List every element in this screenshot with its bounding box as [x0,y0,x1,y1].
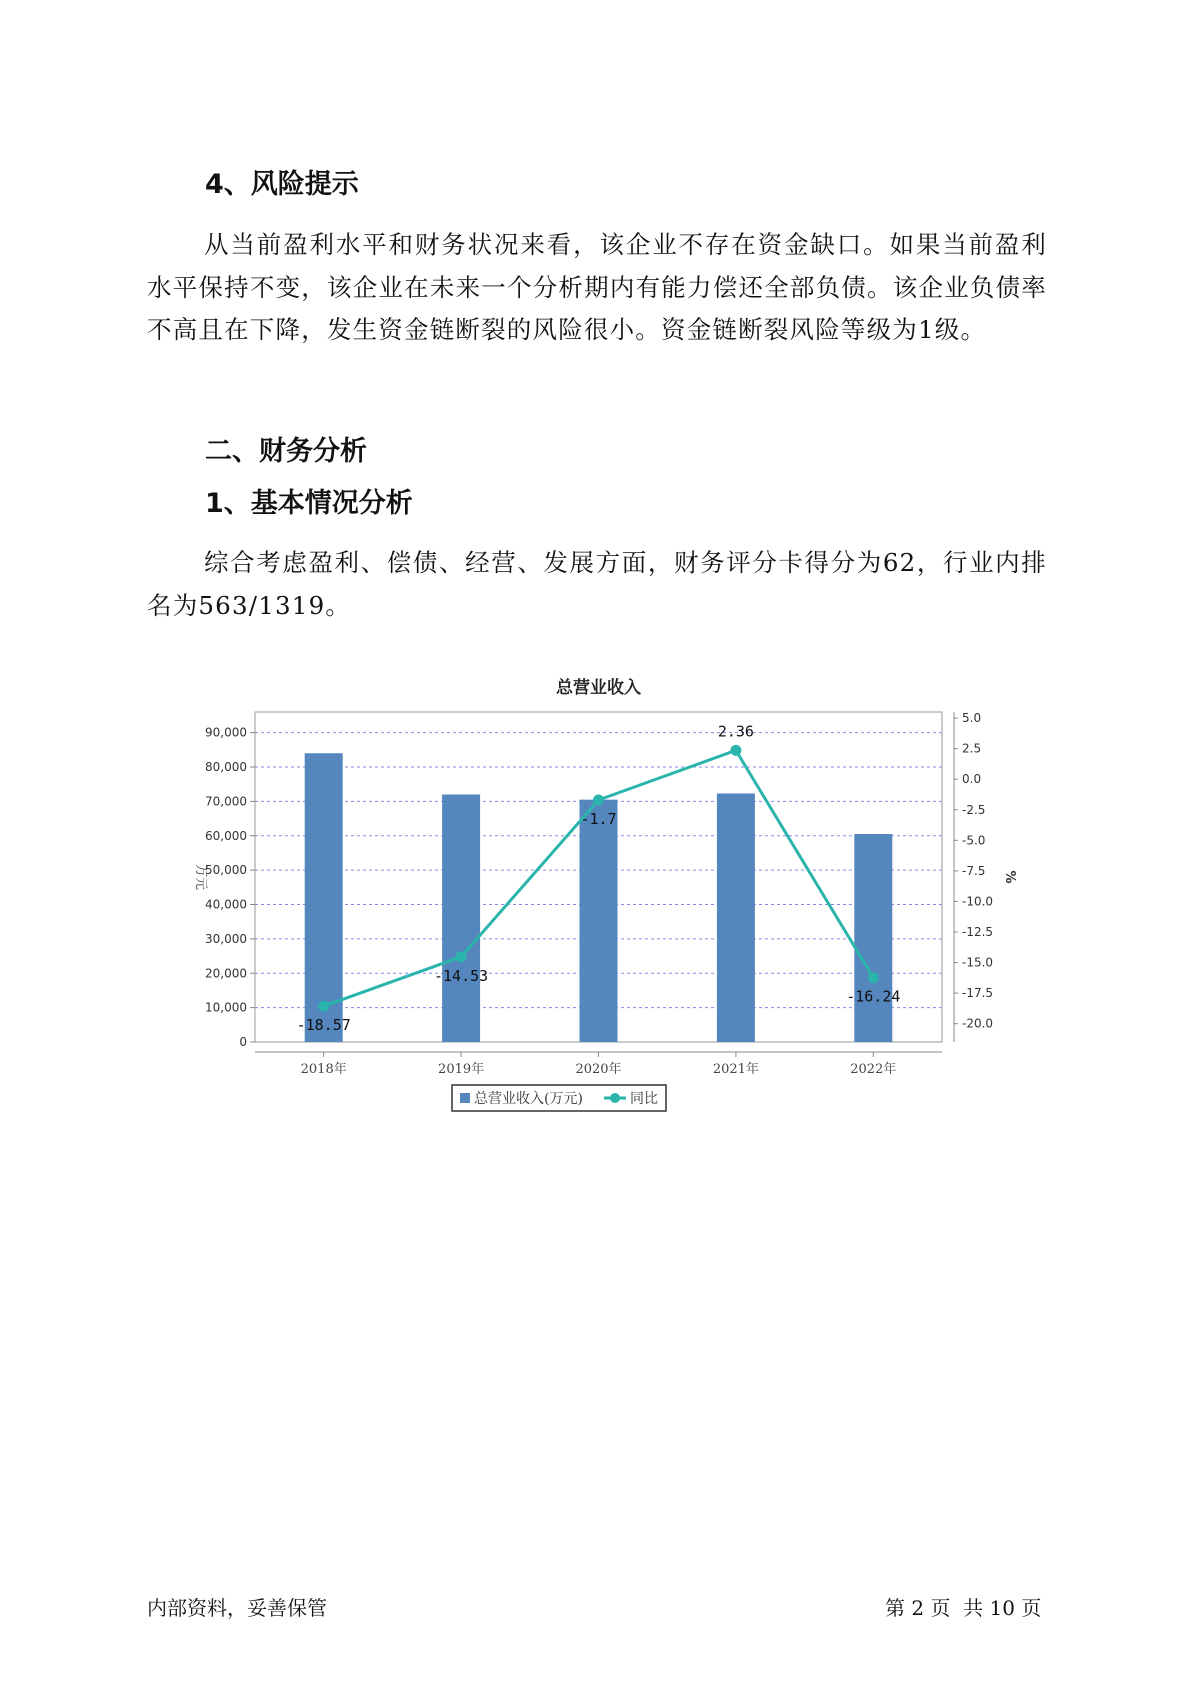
revenue-bar [854,834,892,1042]
yoy-point [318,1001,329,1012]
risk-paragraph: 从当前盈利水平和财务状况来看，该企业不存在资金缺口。如果当前盈利水平保持不变，该企业在未来一个分析期内有能力偿还全部负债。该企业负债率不高且在下降，发生资金链断裂的风险很小。资金链断裂风险等级为1级。 [147,230,1047,344]
y-axis-tick-label: 80,000 [205,760,247,774]
legend-swatch-revenue [460,1093,470,1103]
basic-analysis-paragraph: 综合考虑盈利、偿债、经营、发展方面，财务评分卡得分为62，行业内排名为563/1319。 [147,548,1047,620]
y2-axis-tick-label: -7.5 [962,863,986,878]
y-axis-tick-label: 60,000 [205,828,247,843]
y2-axis-tick-label: -5.0 [962,833,986,848]
y2-axis-tick-label: 2.5 [962,741,982,756]
yoy-data-label: -16.24 [846,987,901,1006]
y2-axis-tick-label: -15.0 [962,955,994,970]
revenue-bar [305,753,343,1042]
y2-axis-tick-label: -20.0 [962,1016,994,1031]
y-axis-tick-label: 50,000 [205,863,247,878]
revenue-chart [180,660,1040,1130]
yoy-data-label: 2.36 [717,722,754,741]
y-axis-tick-label: 20,000 [205,966,247,981]
x-axis-tick-label: 2022年 [850,1062,897,1077]
legend-label-revenue: 总营业收入(万元) [474,1091,583,1107]
chart-title: 总营业收入 [556,678,641,698]
y2-axis-label: % [1002,870,1017,884]
y2-axis-tick-label: -12.5 [962,925,994,939]
y-axis-label: 万元 [193,863,208,891]
legend-label-yoy: 同比 [630,1091,658,1107]
subsection-heading-basic: 1、基本情况分析 [205,488,413,519]
y-axis-tick-label: 40,000 [205,897,247,912]
y2-axis-tick-label: 5.0 [962,711,982,726]
y-axis-tick-label: 0 [239,1035,247,1049]
x-axis-tick-label: 2021年 [712,1062,759,1077]
yoy-point [593,795,604,806]
footer-confidential: 内部资料，妥善保管 [147,1596,327,1620]
yoy-point [456,951,467,962]
footer-page-number: 第 2 页 共 10 页 [885,1596,1042,1620]
x-axis-tick-label: 2018年 [300,1062,347,1077]
x-axis-tick-label: 2019年 [438,1062,485,1077]
legend-marker-yoy [610,1093,620,1103]
y-axis-tick-label: 70,000 [205,794,247,809]
x-axis-tick-label: 2020年 [575,1062,622,1077]
revenue-bar [717,793,755,1042]
section-heading-risk: 4、风险提示 [205,169,359,200]
y-axis-tick-label: 10,000 [205,1000,247,1015]
yoy-point [730,745,741,756]
section-heading-finance: 二、财务分析 [205,436,367,467]
yoy-point [868,972,879,983]
revenue-bar [580,800,618,1042]
revenue-bar [442,795,480,1043]
y-axis-tick-label: 30,000 [205,931,247,946]
y2-axis-tick-label: -10.0 [962,894,994,909]
y-axis-tick-label: 90,000 [205,725,247,740]
yoy-data-label: -18.57 [296,1016,351,1035]
yoy-data-label: -1.7 [580,810,617,828]
yoy-data-label: -14.53 [434,966,489,985]
y2-axis-tick-label: -2.5 [962,802,986,817]
y2-axis-tick-label: -17.5 [962,986,994,1001]
y2-axis-tick-label: 0.0 [962,772,982,787]
